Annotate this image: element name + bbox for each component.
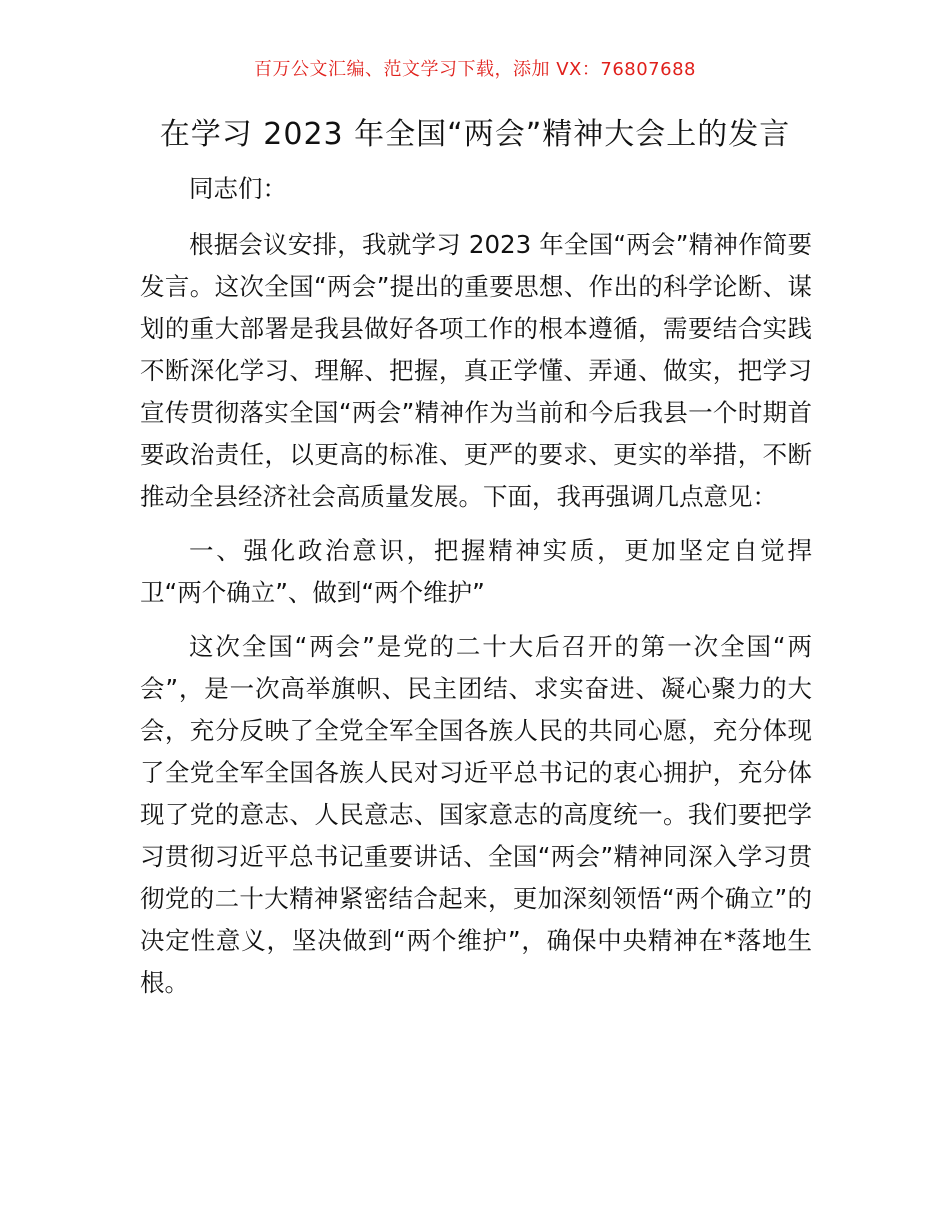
section-heading-1: 一、强化政治意识，把握精神实质，更加坚定自觉捍卫“两个确立”、做到“两个维护” xyxy=(140,536,812,607)
document-body xyxy=(140,168,812,1016)
paragraph-section-1: 这次全国“两会”是党的二十大后召开的第一次全国“两会”，是一次高举旗帜、民主团结、求实奋进、凝心聚力的大会，充分反映了全党全军全国各族人民的共同心愿，充分体现了全党全军全国各族人民对习近平总书记的衷心拥护，充分体现了党的意志、人民意志、国家意志的高度统一。我们要把学习贯彻习近平总书记重要讲话、全国“两会”精神同深入学习贯彻党的二十大精神紧密结合起来，更加深刻领悟“两个确立”的决定性意义，坚决做到“两个维护”，确保中央精神在*落地生根。 xyxy=(140,632,812,997)
greeting: 同志们： xyxy=(189,174,287,203)
document-title: 在学习 2023 年全国“两会”精神大会上的发言 xyxy=(159,117,791,152)
watermark-header: 百万公文汇编、范文学习下载，添加 VX：76807688 xyxy=(254,59,696,80)
paragraph-intro: 根据会议安排，我就学习 2023 年全国“两会”精神作简要发言。这次全国“两会”提出的重要思想、作出的科学论断、谋划的重大部署是我县做好各项工作的根本遵循，需要结合实践不断深化学习、理解、把握，真正学懂、弄通、做实，把学习宣传贯彻落实全国“两会”精神作为当前和今后我县一个时期首要政治责任，以更高的标准、更严的要求、更实的举措，不断推动全县经济社会高质量发展。下面，我再强调几点意见： xyxy=(140,230,812,511)
